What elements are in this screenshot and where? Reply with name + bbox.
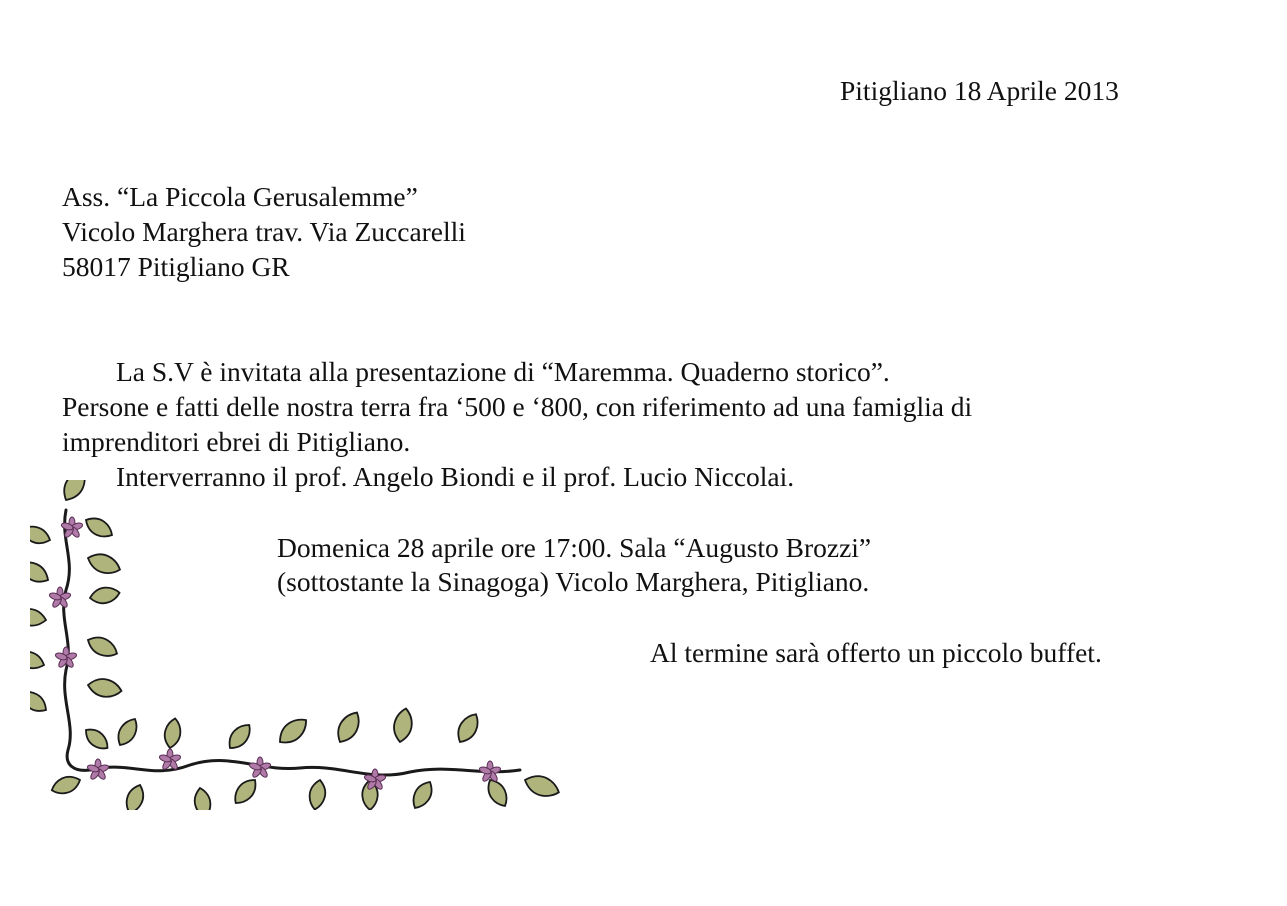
closing-note: Al termine sarà offerto un piccolo buffet. — [650, 637, 1102, 668]
vine-leaf-15 — [123, 782, 148, 810]
vine-leaf-6 — [89, 585, 121, 605]
body-paragraph-1: La S.V è invitata alla presentazione di “Maremma. Quaderno storico”. — [116, 356, 890, 387]
vine-leaf-1 — [58, 480, 90, 504]
vine-leaf-12 — [81, 725, 112, 754]
vine-leaf-3 — [30, 523, 53, 548]
vine-leaf-11 — [30, 687, 50, 717]
body-paragraph-1-cont: Persone e fatti delle nostra terra fra ‘500 e ‘800, con riferimento ad una famiglia di — [62, 391, 973, 422]
vine-flower-5 — [249, 757, 272, 779]
vine-leaf-28 — [522, 771, 560, 801]
sender-street: Vicolo Marghera trav. Via Zuccarelli — [62, 216, 466, 247]
vine-leaf-24 — [391, 707, 414, 744]
vine-leaf-25 — [408, 778, 436, 810]
vine-border-icon — [30, 480, 560, 810]
vine-leaf-7 — [30, 606, 47, 628]
vine-leaf-27 — [483, 776, 511, 810]
vine-leaf-8 — [85, 633, 121, 661]
sender-city: 58017 Pitigliano GR — [62, 251, 290, 282]
vine-leaf-22 — [332, 708, 364, 746]
vine-leaf-13 — [49, 773, 82, 798]
letter-date: Pitigliano 18 Aprile 2013 — [840, 75, 1119, 106]
vine-leaf-17 — [192, 787, 212, 810]
vine-leaf-19 — [230, 775, 261, 808]
vine-leaf-18 — [224, 720, 255, 753]
body-paragraph-2: Interverranno il prof. Angelo Biondi e il prof. Lucio Niccolai. — [116, 461, 795, 492]
vine-leaf-16 — [162, 717, 182, 749]
vine-flower-8 — [87, 759, 110, 781]
vine-leaf-21 — [307, 779, 327, 810]
event-date-venue: Domenica 28 aprile ore 17:00. Sala “Augusto Brozzi” — [277, 532, 872, 563]
vine-leaf-5 — [30, 557, 52, 587]
vine-leaf-9 — [30, 648, 47, 673]
vine-leaf-10 — [86, 676, 123, 699]
body-paragraph-1-end: imprenditori ebrei di Pitigliano. — [62, 426, 411, 457]
vine-leaf-2 — [82, 513, 116, 541]
vine-leaf-14 — [113, 715, 141, 749]
vine-flower-2 — [49, 587, 72, 609]
vine-leaf-20 — [274, 713, 311, 748]
event-location: (sottostante la Sinagoga) Vicolo Marghera, Pitigliano. — [277, 566, 870, 597]
sender-name: Ass. “La Piccola Gerusalemme” — [62, 181, 418, 212]
vine-leaf-26 — [453, 710, 483, 746]
vine-leaf-4 — [85, 550, 123, 578]
